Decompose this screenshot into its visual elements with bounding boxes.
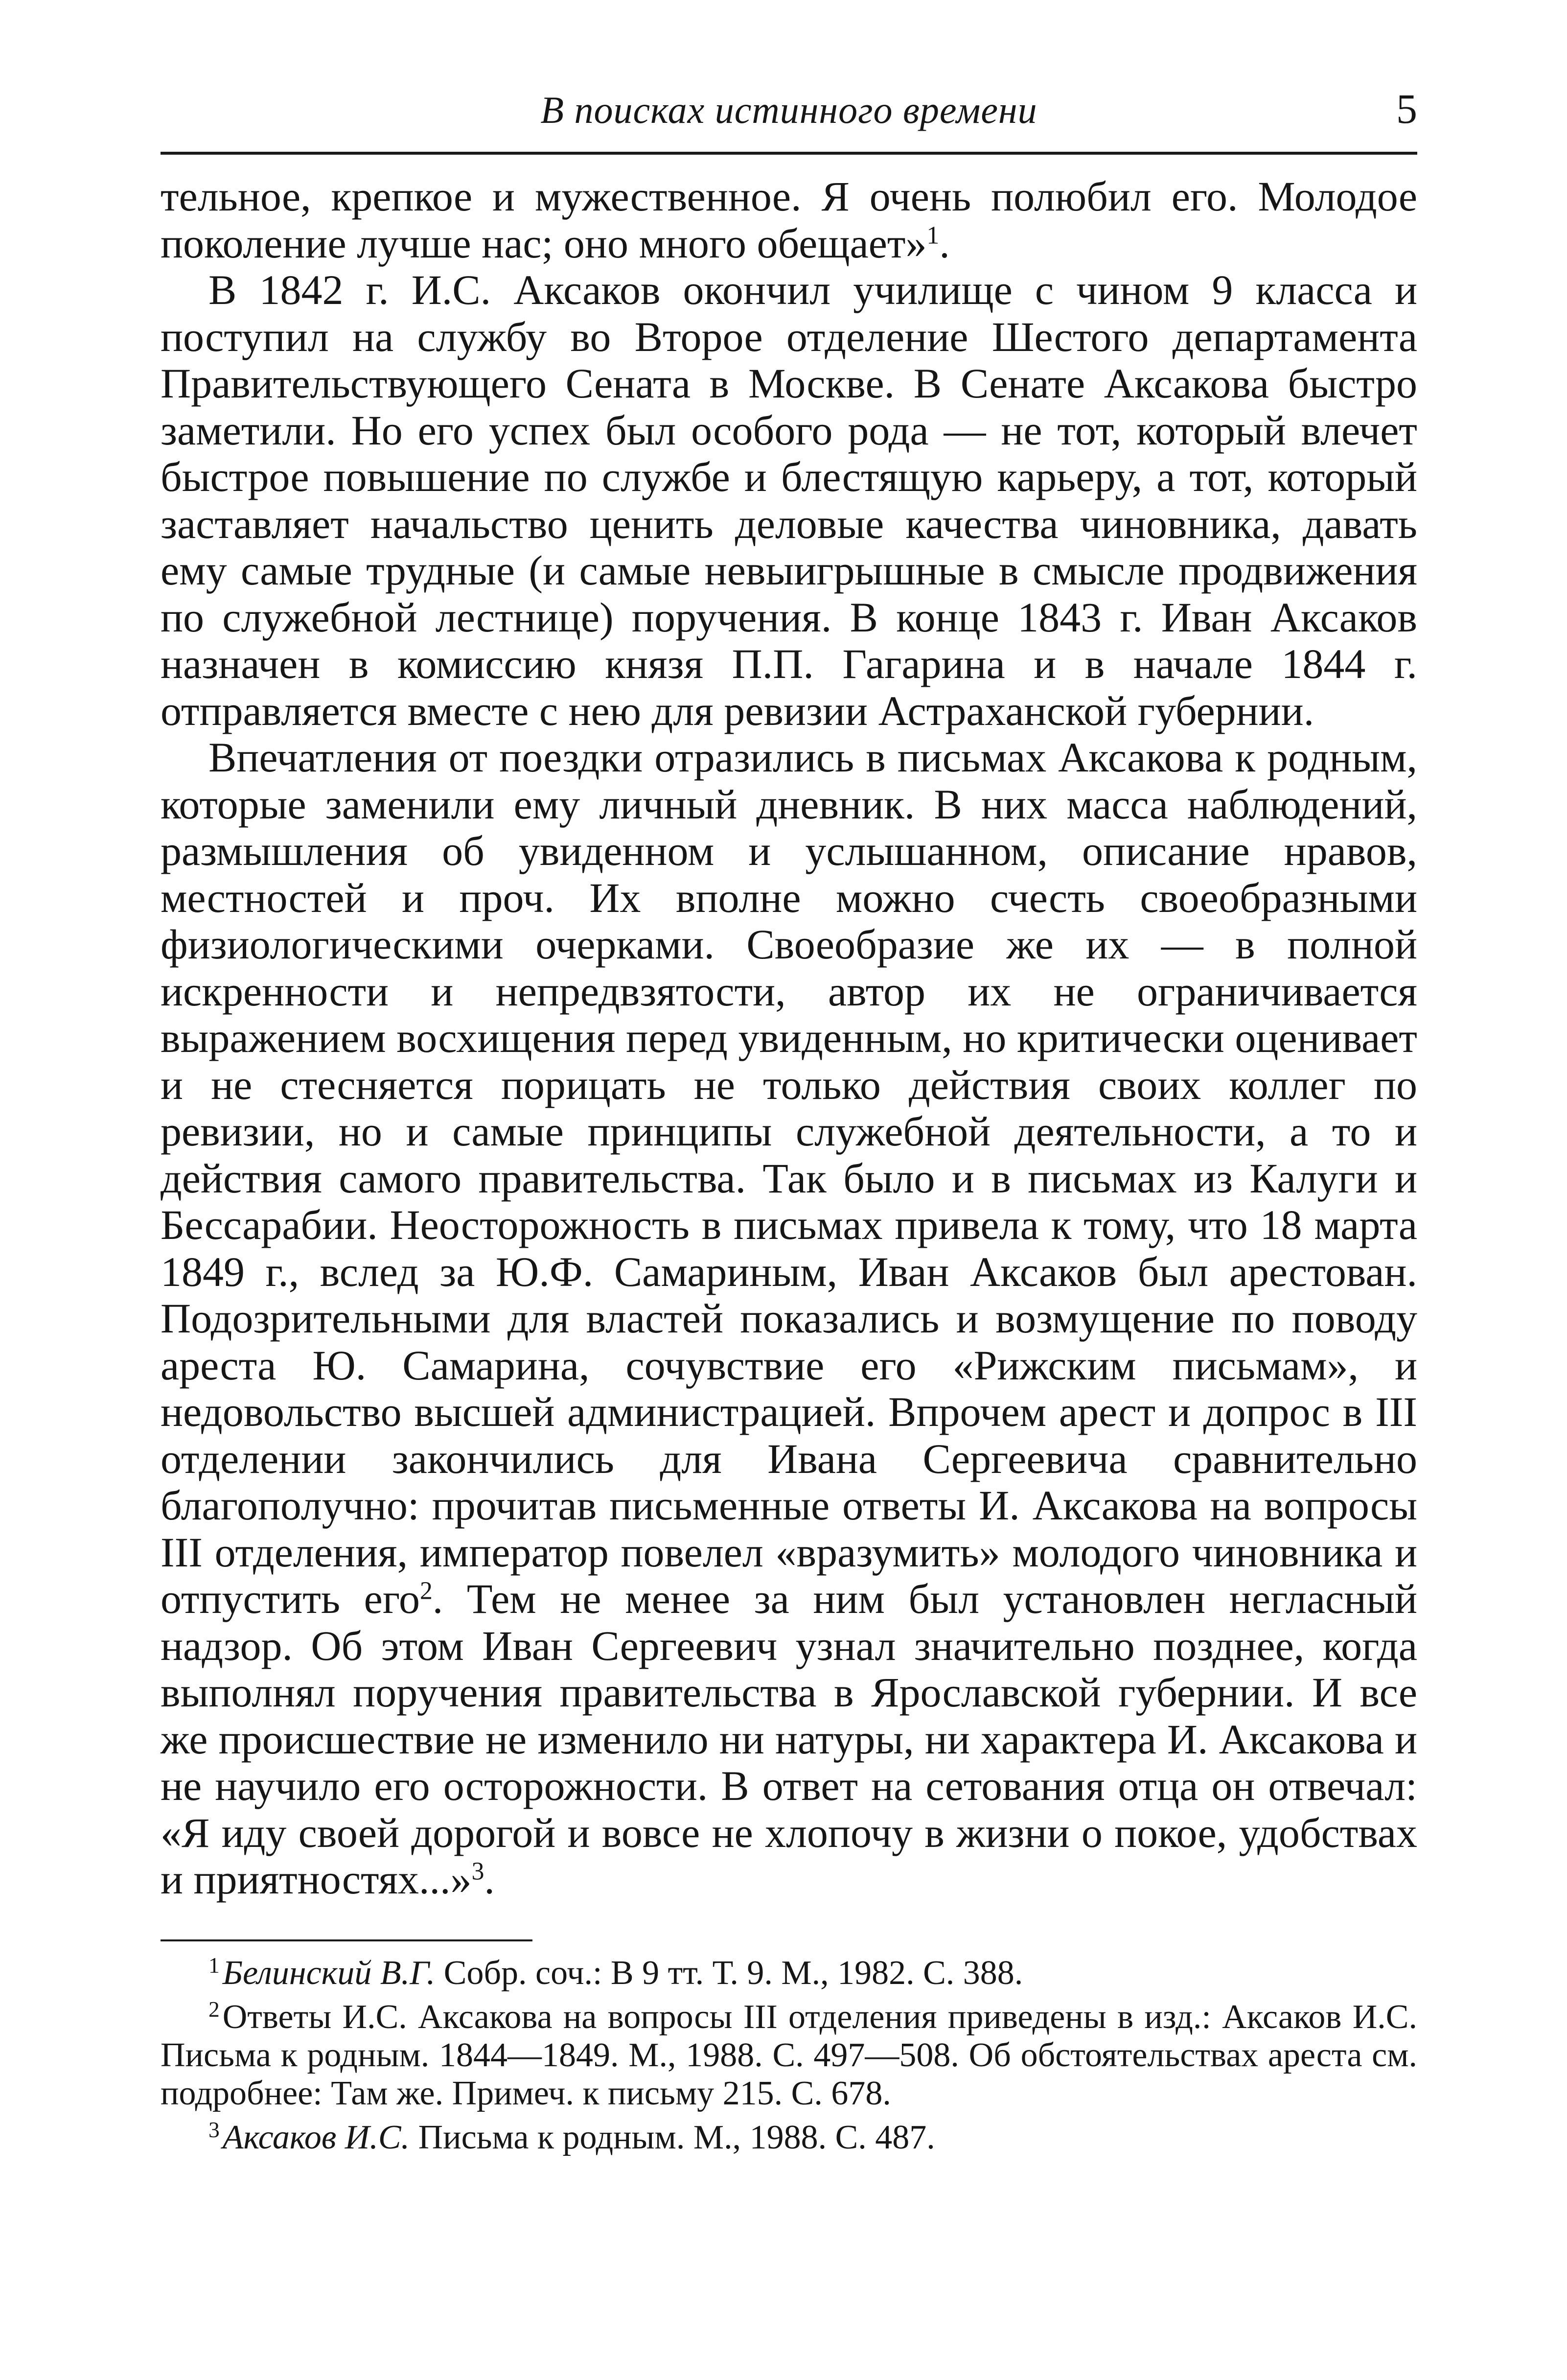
- footnote-ref-3: 3: [471, 1857, 484, 1886]
- running-header: [161, 73, 1417, 155]
- footnote-ref-2: 2: [419, 1577, 433, 1605]
- footnote-text: Ответы И.С. Аксакова на вопросы III отделения приведены в изд.: Аксаков И.С. Письма к родным. 1844—1849. М., 1988. С. 497—508. Об обстоятельствах ареста см. подробнее: Там же. Примеч. к письму 215. С. 678.: [161, 1998, 1417, 2112]
- footnote-1: [161, 1954, 1417, 1992]
- footnote-mark: 1: [208, 1952, 220, 1978]
- footnote-2: [161, 1998, 1417, 2113]
- footnote-author: Белинский В.Г.: [222, 1954, 436, 1992]
- paragraph-1: [161, 173, 1417, 267]
- footnote-divider: [161, 1939, 532, 1941]
- footnote-ref-1: 1: [926, 221, 940, 250]
- paragraph-3-part-1: Впечатления от поездки отразились в письмах Аксакова к родным, которые заменили ему личный дневник. В них масса наблюдений, размышления об увиденном и услышанном, описание нравов, местностей и проч. Их вполне можно счесть своеобразными физиологическими очерками. Своеобразие же их — в полной искренности и непредвзятости, автор их не ограничивается выражением восхищения перед увиденным, но критически оценивает и не стесняется порицать не только действия своих коллег по ревизии, но и самые принципы служебной деятельности, а то и действия самого правительства. Так было и в письмах из Калуги и Бессарабии. Неосторожность в письмах привела к тому, что 18 марта 1849 г., вслед за Ю.Ф. Самариным, Иван Аксаков был арестован. Подозрительными для властей показались и возмущение по поводу ареста Ю. Самарина, сочувствие его «Рижским письмам», и недовольство высшей администрацией. Впрочем арест и допрос в III отделении закончились для Ивана Сергеевича сравнительно благополучно: прочитав письменные ответы И. Аксакова на вопросы III отделения, император повелел «вразумить» молодого чиновника и отпустить его: [161, 734, 1417, 1622]
- main-text: [161, 173, 1417, 1903]
- footnote-mark: 3: [208, 2117, 220, 2142]
- footnote-author: Аксаков И.С.: [222, 2118, 410, 2156]
- paragraph-1-text: тельное, крепкое и мужественное. Я очень полюбил его. Молодое поколение лучше нас; оно много обещает»: [161, 173, 1417, 267]
- paragraph-3-tail: .: [484, 1856, 495, 1903]
- paragraph-2: В 1842 г. И.С. Аксаков окончил училище с чином 9 класса и поступил на службу во Второе отделение Шестого департамента Правительствующего Сената в Москве. В Сенате Аксакова быстро заметили. Но его успех был особого рода — не тот, который влечет быстрое повышение по службе и блестящую карьеру, а тот, который заставляет начальство ценить деловые качества чиновника, давать ему самые трудные (и самые невыигрышные в смысле продвижения по служебной лестнице) поручения. В конце 1843 г. Иван Аксаков назначен в комиссию князя П.П. Гагарина и в начале 1844 г. отправляется вместе с нею для ревизии Астраханской губернии.: [161, 266, 1417, 734]
- running-title: В поисках истинного времени: [540, 89, 1037, 131]
- book-page: [161, 73, 1417, 2163]
- footnote-text: Письма к родным. М., 1988. С. 487.: [410, 2118, 935, 2156]
- paragraph-3: [161, 734, 1417, 1903]
- page-number: 5: [1396, 85, 1417, 132]
- paragraph-1-tail: .: [939, 219, 950, 267]
- footnote-mark: 2: [208, 1996, 220, 2022]
- footnote-text: Собр. соч.: В 9 тт. Т. 9. М., 1982. С. 388.: [435, 1954, 1023, 1992]
- footnotes: [161, 1954, 1417, 2157]
- paragraph-3-part-2: . Тем не менее за ним был установлен негласный надзор. Об этом Иван Сергеевич узнал значительно позднее, когда выполнял поручения правительства в Ярославской губернии. И все же происшествие не изменило ни натуры, ни характера И. Аксакова и не научило его осторожности. В ответ на сетования отца он отвечал: «Я иду своей дорогой и вовсе не хлопочу в жизни о покое, удобствах и приятностях...»: [161, 1575, 1417, 1903]
- footnote-3: [161, 2119, 1417, 2157]
